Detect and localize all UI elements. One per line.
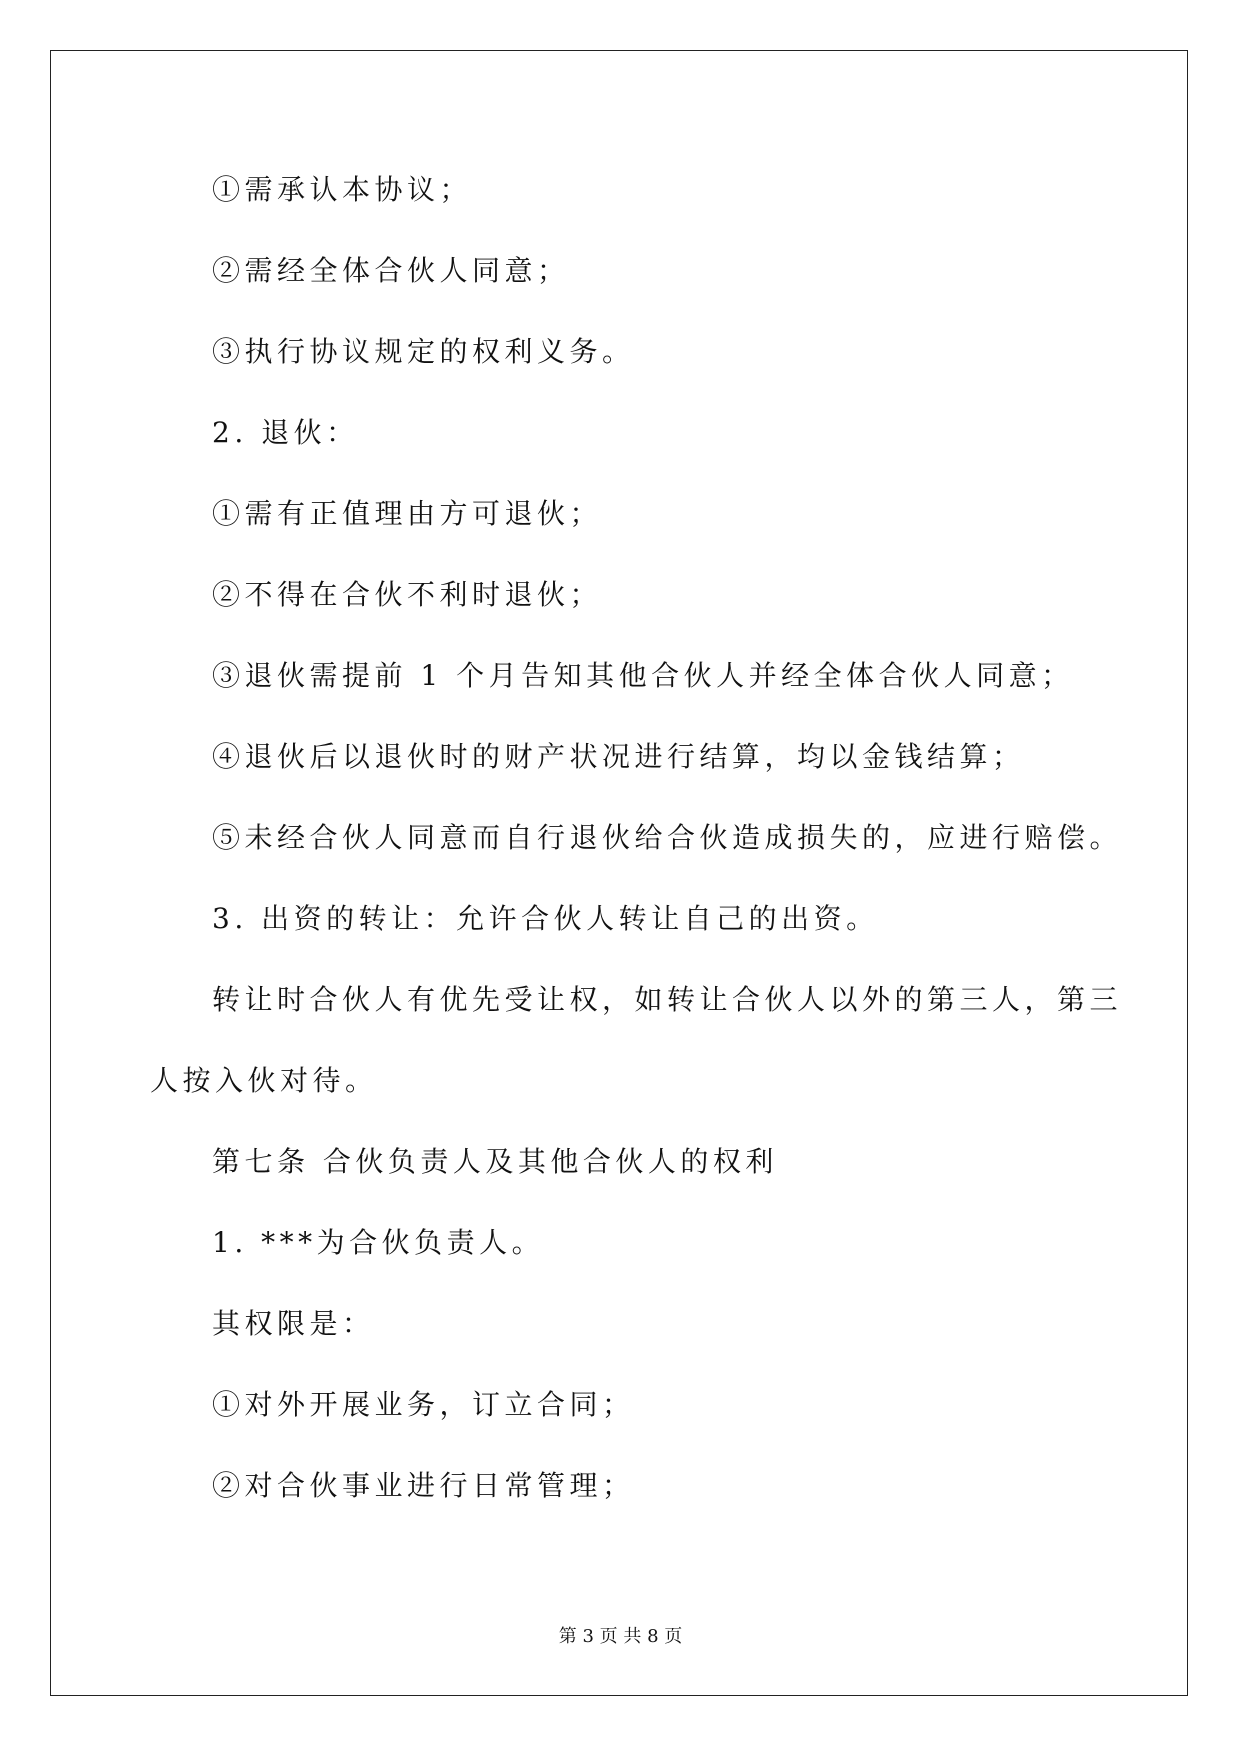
- paragraph-clause-1: ①需承认本协议；: [212, 173, 473, 206]
- page-border: [50, 50, 1188, 1696]
- paragraph-authority-intro: 其权限是：: [212, 1307, 375, 1340]
- paragraph-heading-withdrawal: 2. 退伙：: [212, 416, 359, 449]
- paragraph-withdrawal-5: ⑤未经合伙人同意而自行退伙给合伙造成损失的，应进行赔偿。: [212, 821, 1123, 854]
- paragraph-withdrawal-3: ③退伙需提前 1 个月告知其他合伙人并经全体合伙人同意；: [212, 659, 1074, 692]
- paragraph-transfer-text: 转让时合伙人有优先受让权，如转让合伙人以外的第三人，第三: [212, 983, 1123, 1016]
- paragraph-withdrawal-2: ②不得在合伙不利时退伙；: [212, 578, 603, 611]
- paragraph-transfer-text-cont: 人按入伙对待。: [150, 1064, 378, 1097]
- paragraph-withdrawal-4: ④退伙后以退伙时的财产状况进行结算，均以金钱结算；: [212, 740, 1025, 773]
- paragraph-article-7-heading: 第七条 合伙负责人及其他合伙人的权利: [212, 1145, 778, 1178]
- paragraph-authority-2: ②对合伙事业进行日常管理；: [212, 1469, 635, 1502]
- paragraph-clause-2: ②需经全体合伙人同意；: [212, 254, 570, 287]
- paragraph-authority-1: ①对外开展业务，订立合同；: [212, 1388, 635, 1421]
- paragraph-heading-transfer: 3. 出资的转让：允许合伙人转让自己的出资。: [212, 902, 879, 935]
- page-number-footer: 第 3 页 共 8 页: [558, 1626, 683, 1647]
- paragraph-withdrawal-1: ①需有正值理由方可退伙；: [212, 497, 603, 530]
- paragraph-clause-3: ③执行协议规定的权利义务。: [212, 335, 635, 368]
- paragraph-responsible-person: 1. ***为合伙负责人。: [212, 1226, 545, 1259]
